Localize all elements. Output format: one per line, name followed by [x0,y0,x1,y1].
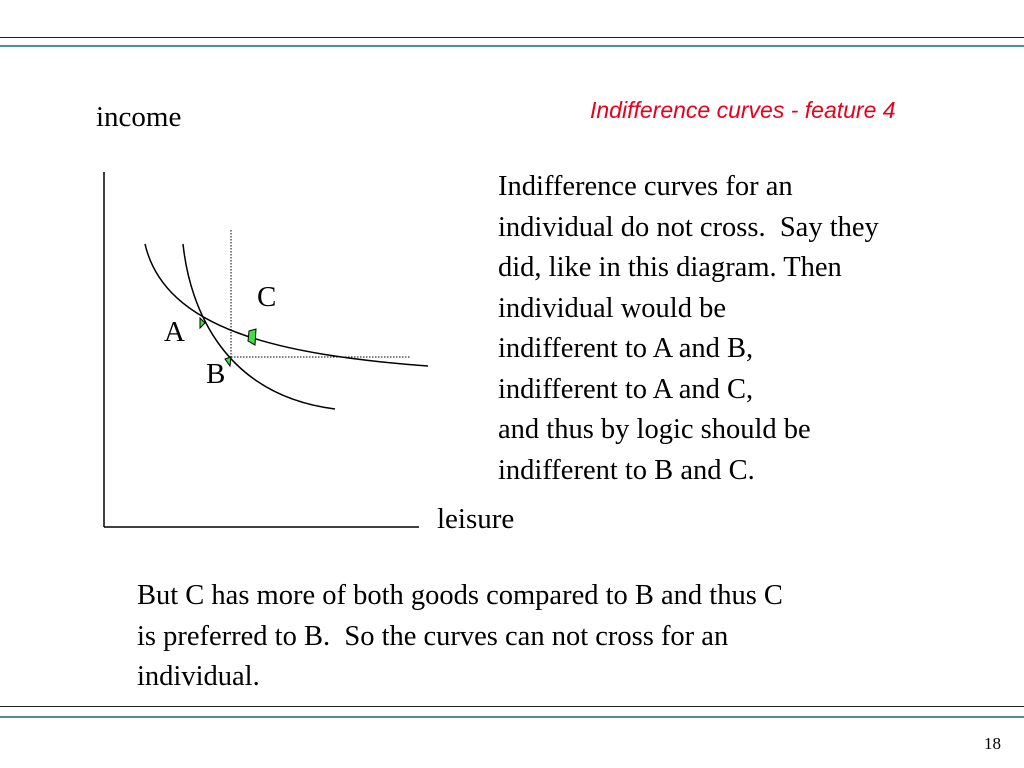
point-b-marker [225,357,231,366]
footer-rule-top [0,706,1024,707]
conclusion-text: But C has more of both goods compared to B and thus C is preferred to B. So the curves can not cross for an individual. [137,580,783,692]
x-axis-label: leisure [437,503,515,535]
point-c-label: C [257,281,277,313]
point-b-label: B [206,358,226,390]
page-number: 18 [984,734,1001,753]
footer-rule-bottom [0,716,1024,718]
point-c-marker [248,329,256,345]
slide-title: Indifference curves - feature 4 [590,97,896,123]
point-a-label: A [164,316,185,348]
y-axis-label: income [96,101,182,133]
explanation-text: Indifference curves for an individual do not cross. Say they did, like in this diagram. Then individual would be indifferent to A and B, indifferent to A and C, and thus by logic should be indifferent to B and C. [498,171,879,486]
indifference-curve-1 [145,244,428,366]
